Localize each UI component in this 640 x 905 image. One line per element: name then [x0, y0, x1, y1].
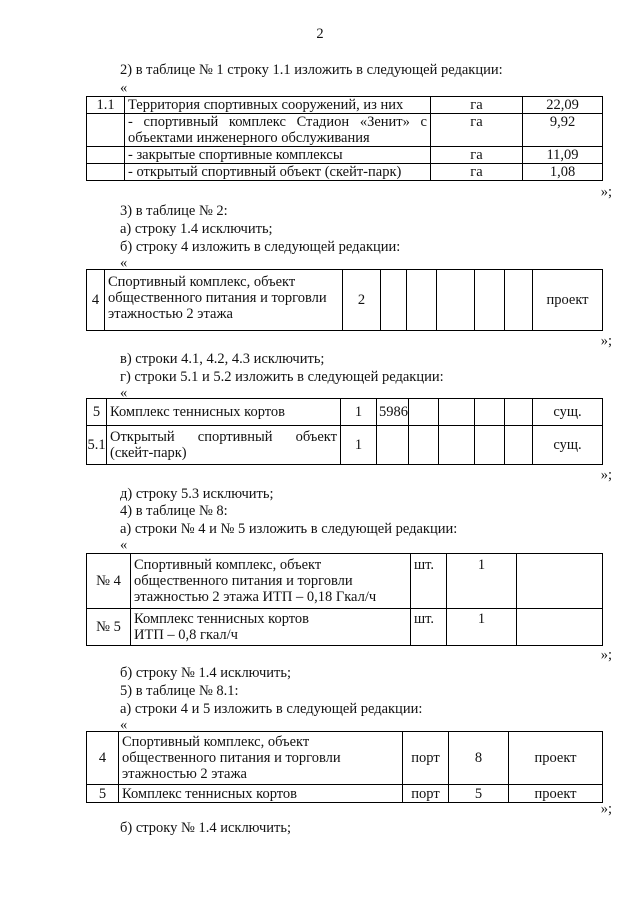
cell-empty: [475, 270, 505, 331]
cell-name: Территория спортивных сооружений, из них: [125, 97, 431, 114]
table-row: [87, 164, 603, 181]
cell-num: 5: [87, 785, 119, 803]
paragraph: б) строку № 1.4 исключить;: [120, 665, 291, 681]
cell-status: проект: [533, 270, 603, 331]
paragraph: а) строки № 4 и № 5 изложить в следующей редакции:: [120, 521, 458, 537]
paragraph: 2) в таблице № 1 строку 1.1 изложить в следующей редакции:: [120, 62, 503, 78]
cell-unit: порт: [403, 732, 449, 785]
cell-name-line: Спортивный комплекс, объект: [108, 274, 296, 290]
cell-value: 11,09: [523, 147, 603, 164]
table-1: [86, 96, 603, 181]
table-3: [86, 398, 603, 465]
cell-num: [87, 114, 125, 147]
cell-empty: [475, 399, 505, 426]
cell-empty: [505, 270, 533, 331]
table-row: [87, 554, 603, 609]
paragraph: б) строку № 1.4 исключить;: [120, 820, 291, 836]
cell-unit: порт: [403, 785, 449, 803]
cell-num: 1.1: [87, 97, 125, 114]
cell-num: № 4: [87, 554, 131, 609]
table-row: [87, 785, 603, 803]
cell-num: [87, 164, 125, 181]
cell-name: [107, 426, 341, 465]
close-quote: »;: [600, 647, 612, 663]
cell-unit: га: [431, 164, 523, 181]
table-row: [87, 732, 603, 785]
open-quote: «: [120, 537, 128, 553]
cell-name-line: общественного питания и торговли: [108, 290, 327, 306]
cell-empty: [439, 426, 475, 465]
paragraph: 3) в таблице № 2:: [120, 203, 228, 219]
cell-status: сущ.: [533, 426, 603, 465]
page-number: 2: [316, 26, 324, 42]
cell-qty: 5: [449, 785, 509, 803]
cell-name: [119, 732, 403, 785]
open-quote: «: [120, 385, 128, 401]
cell-empty: [517, 609, 603, 646]
cell-name: [125, 114, 431, 147]
cell-value: 9,92: [523, 114, 603, 147]
cell-name-line: объектами инженерного обслуживания: [128, 130, 370, 146]
cell-name: [131, 609, 411, 646]
cell-num: 5: [87, 399, 107, 426]
cell-num: № 5: [87, 609, 131, 646]
cell-empty: [517, 554, 603, 609]
open-quote: «: [120, 80, 128, 96]
paragraph: а) строки 4 и 5 изложить в следующей редакции:: [120, 701, 423, 717]
cell-status: сущ.: [533, 399, 603, 426]
cell-name-line: этажностью 2 этажа: [108, 306, 233, 322]
paragraph: в) строки 4.1, 4.2, 4.3 исключить;: [120, 351, 325, 367]
cell-name-line: общественного питания и торговли: [134, 573, 353, 589]
table-5: [86, 731, 603, 803]
table-row: [87, 147, 603, 164]
table-2: [86, 269, 603, 331]
open-quote: «: [120, 255, 128, 271]
cell-value: 22,09: [523, 97, 603, 114]
paragraph: а) строку 1.4 исключить;: [120, 221, 273, 237]
cell-unit: га: [431, 97, 523, 114]
cell-value: 1: [341, 399, 377, 426]
table-row: [87, 399, 603, 426]
cell-value: 2: [343, 270, 381, 331]
cell-name: Комплекс теннисных кортов: [107, 399, 341, 426]
cell-empty: [381, 270, 407, 331]
cell-qty: 8: [449, 732, 509, 785]
cell-name: [105, 270, 343, 331]
cell-name-line: - спортивный комплекс Стадион «Зенит» с: [128, 114, 427, 130]
cell-name: [131, 554, 411, 609]
cell-name: Комплекс теннисных кортов: [119, 785, 403, 803]
cell-qty: 1: [447, 554, 517, 609]
paragraph: 4) в таблице № 8:: [120, 503, 228, 519]
cell-empty: [439, 399, 475, 426]
close-quote: »;: [600, 184, 612, 200]
paragraph: д) строку 5.3 исключить;: [120, 486, 274, 502]
cell-num: 4: [87, 732, 119, 785]
cell-name-line: Комплекс теннисных кортов: [134, 611, 309, 627]
cell-status: проект: [509, 732, 603, 785]
paragraph: б) строку 4 изложить в следующей редакции:: [120, 239, 401, 255]
cell-name-line: общественного питания и торговли: [122, 750, 341, 766]
cell-name-line: этажностью 2 этажа ИТП – 0,18 Гкал/ч: [134, 589, 377, 605]
cell-name-line: ИТП – 0,8 гкал/ч: [134, 627, 238, 643]
cell-name-line: Спортивный комплекс, объект: [134, 557, 322, 573]
cell-qty: 1: [447, 609, 517, 646]
open-quote: «: [120, 717, 128, 733]
cell-empty: [475, 426, 505, 465]
cell-unit: шт.: [411, 609, 447, 646]
paragraph: 5) в таблице № 8.1:: [120, 683, 239, 699]
cell-name-line: (скейт-парк): [110, 445, 187, 461]
cell-num: 4: [87, 270, 105, 331]
table-4: [86, 553, 603, 646]
table-row: [87, 270, 603, 331]
cell-name: - закрытые спортивные комплексы: [125, 147, 431, 164]
cell-empty: [437, 270, 475, 331]
cell-name-line: Спортивный комплекс, объект: [122, 734, 310, 750]
cell-num: 5.1: [87, 426, 107, 465]
cell-value: 5986: [377, 399, 409, 426]
cell-empty: [505, 399, 533, 426]
cell-unit: га: [431, 147, 523, 164]
cell-status: проект: [509, 785, 603, 803]
close-quote: »;: [600, 467, 612, 483]
cell-name: - открытый спортивный объект (скейт-парк): [125, 164, 431, 181]
cell-empty: [407, 270, 437, 331]
cell-empty: [377, 426, 409, 465]
cell-name-line: Открытый спортивный объект: [110, 429, 337, 445]
table-row: [87, 97, 603, 114]
cell-empty: [505, 426, 533, 465]
cell-empty: [409, 426, 439, 465]
cell-empty: [409, 399, 439, 426]
paragraph: г) строки 5.1 и 5.2 изложить в следующей редакции:: [120, 369, 444, 385]
cell-value: 1: [341, 426, 377, 465]
table-row: [87, 426, 603, 465]
cell-unit: шт.: [411, 554, 447, 609]
table-row: [87, 114, 603, 147]
cell-name-line: этажностью 2 этажа: [122, 766, 247, 782]
close-quote: »;: [600, 801, 612, 817]
cell-unit: га: [431, 114, 523, 147]
cell-value: 1,08: [523, 164, 603, 181]
close-quote: »;: [600, 333, 612, 349]
table-row: [87, 609, 603, 646]
cell-num: [87, 147, 125, 164]
